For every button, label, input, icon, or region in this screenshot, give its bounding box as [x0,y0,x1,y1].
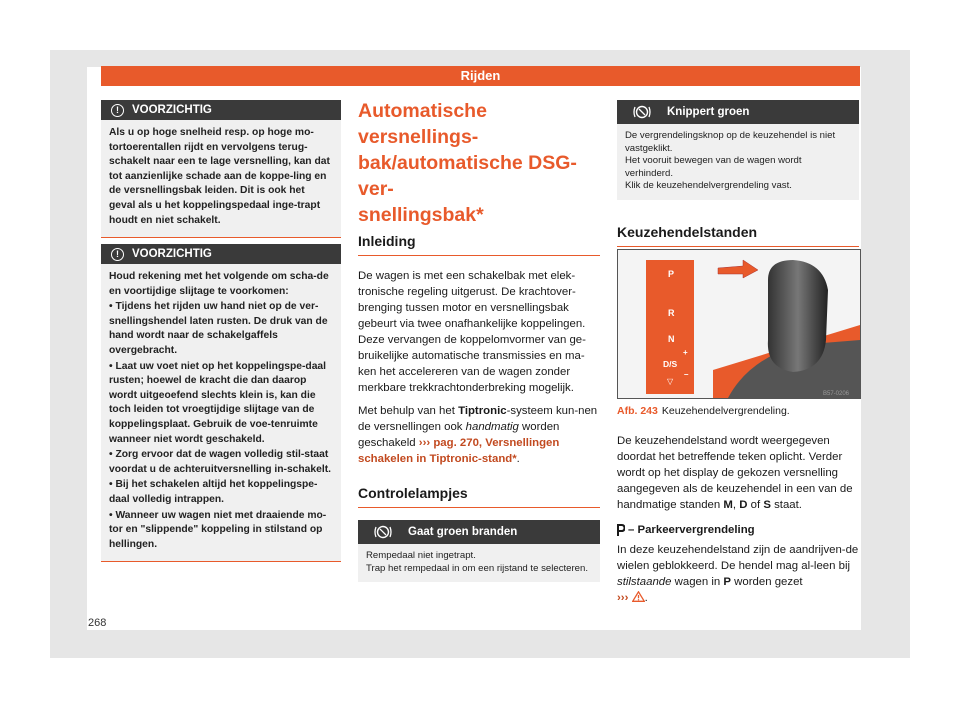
text: In deze keuzehendelstand zijn de aandrijven-de wielen geblokkeerd. De hendel mag al-leen bij [617,544,859,572]
warning-title: VOORZICHTIG [132,104,212,116]
lamp-line: Het vooruit bewegen van de wagen wordt verhinderd. [625,155,802,179]
warning-header [101,244,341,264]
lamp-header [358,520,600,544]
parkeer-paragraph [617,542,860,606]
right-lower [617,433,860,606]
warning-box-2 [101,244,341,562]
gear-selector-figure [617,249,861,399]
warning-reference-link[interactable]: ››› [617,592,629,604]
controle-block [358,485,600,508]
stilstaande-term: stilstaande [617,576,672,588]
warning-bullet: • Wanneer uw wagen niet met draaiende mo-tor en "slippende" koppeling in stilstand op hellingen. [109,509,327,550]
lamp-box-green [358,520,600,582]
warning-bullet: • Tijdens het rijden uw hand niet op de ver-snellingshendel laten rusten. De druk van de hand wordt naar de schakelgaffels overgebracht. [109,301,328,356]
gear-s: S [763,499,771,511]
lamp-line: Klik de keuzehendelvergrendeling vast. [625,180,792,191]
gear-label-triangle: ▽ [667,377,674,386]
text: staat. [770,499,802,511]
tiptronic-term: Tiptronic [458,405,507,417]
page-header: Rijden [101,66,860,86]
info-icon: ! [111,104,124,117]
divider [358,507,600,508]
warning-bullet: • Laat uw voet niet op het koppelingspe-daal rusten; hoewel de kracht die dan daarop wordt uitgeoefend slechts klein is, kan die toch leiden tot vroegtijdige slijtage van de koppelingsplaat. Gebruik de voe-tenruimte wanneer niet wordt geschakeld. [109,360,327,445]
text: , [732,499,740,511]
title-line: Automatische versnellings- [358,100,487,148]
right-column [617,100,859,247]
keuze-title: Keuzehendelstanden [617,223,758,240]
parkeer-heading [617,522,860,538]
lamp-body [358,544,600,582]
keuze-paragraph [617,433,860,513]
warning-body [101,264,341,561]
text: -systeem kun-nen de versnellingen ook [358,405,598,433]
lamp-title: Gaat groen branden [408,526,518,538]
gear-d: D [739,499,748,511]
text: . [516,453,520,465]
info-icon: ! [111,248,124,261]
warning-triangle-icon [632,591,645,602]
gear-selector-lamp-icon [617,104,667,120]
title-line: bak/automatische DSG-ver- [358,152,577,200]
text: Met behulp van het [358,405,459,417]
lamp-box-blink [617,100,859,200]
warning-header [101,100,341,120]
text: . [644,592,648,604]
p-symbol-icon [617,524,625,536]
lamp-title: Knippert groen [667,106,750,118]
lamp-line: Rempedaal niet ingetrapt. [366,550,476,561]
title-line: snellingsbak* [358,204,484,226]
warning-bullet: • Zorg ervoor dat de wagen volledig stil-staat voordat u de achteruitversnelling in-schakelt. [109,449,332,475]
text: of [747,499,764,511]
text: worden geschakeld [358,421,560,449]
parkeer-title: – Parkeervergrendeling [628,524,755,536]
text: wagen in [671,576,724,588]
page-number: 268 [88,617,107,629]
warning-bullet: • Bij het schakelen altijd het koppelingspe-daal volledig intrappen. [109,479,318,505]
gear-lever-illustration [618,250,860,398]
divider [617,246,859,247]
warning-intro: Houd rekening met het volgende om scha-de en voortijdige slijtage te voorkomen: [109,271,329,297]
subtitle-block [358,233,600,256]
text: worden gezet [731,576,803,588]
handmatig-term: handmatig [465,421,519,433]
subtitle: Inleiding [358,233,416,249]
gear-selector-lamp-icon [358,524,408,540]
intro-paragraph: De wagen is met een schakelbak met elek-tronische regeling uitgerust. De krachtover-brenging tussen motor en versnellingsbak gebeurt via twee onafhankelijke koppelingen. Deze vervangen de koppelomvormer van ge-bruikelijke automatische transmissies en ma-ken het accelereren van de wagen zonder merkbare trekkrachtonderbreking mogelijk. [358,270,586,394]
divider [358,255,600,256]
page-reference-link[interactable]: ››› pag. 270, Versnellingen schakelen in Tiptronic-stand* [358,437,560,465]
caption-number: Afb. 243 [617,405,658,417]
lamp-body [617,124,859,200]
caption-text: Keuzehendelvergrendeling. [661,405,790,417]
gear-m: M [723,499,733,511]
gear-p: P [723,576,732,588]
gear-label-plus: + [683,348,688,357]
warning-body [101,120,341,237]
gear-label-minus: – [684,370,689,379]
controle-title: Controlelampjes [358,485,468,501]
gear-label-n: N [668,334,675,344]
text: De keuzehendelstand wordt weergegeven doordat het betreffende teken oplicht. Verder wordt op het display de gekozen versnelling aangegeven als de keuzehendel in een van de handmatige standen [617,435,853,511]
main-column [358,98,600,582]
lamp-header [617,100,859,124]
gear-label-p: P [668,269,675,279]
figure-caption [617,405,790,417]
warning-title: VOORZICHTIG [132,248,212,260]
section-title [358,98,600,228]
warning-box-1 [101,100,341,238]
warning-text: Als u op hoge snelheid resp. op hoge mo-tortoerentallen rijdt en vervolgens terug-schakelt naar een te lage versnelling, kan dat tot aanzienlijke schade aan de koppe-ling en de versnellingsbak leiden. Dit is ook het geval als u het koppelingspedaal inge-trapt houdt en niet schakelt. [109,127,330,226]
tiptronic-paragraph [358,403,600,467]
gear-label-ds: D/S [663,359,678,369]
figure-code: B57-0206 [823,391,850,397]
lamp-line: Trap het rempedaal in om een rijstand te selecteren. [366,562,589,574]
keuze-block [617,224,859,247]
gear-label-r: R [668,308,675,318]
lamp-line: De vergrendelingsknop op de keuzehendel is niet vastgeklikt. [625,130,836,154]
